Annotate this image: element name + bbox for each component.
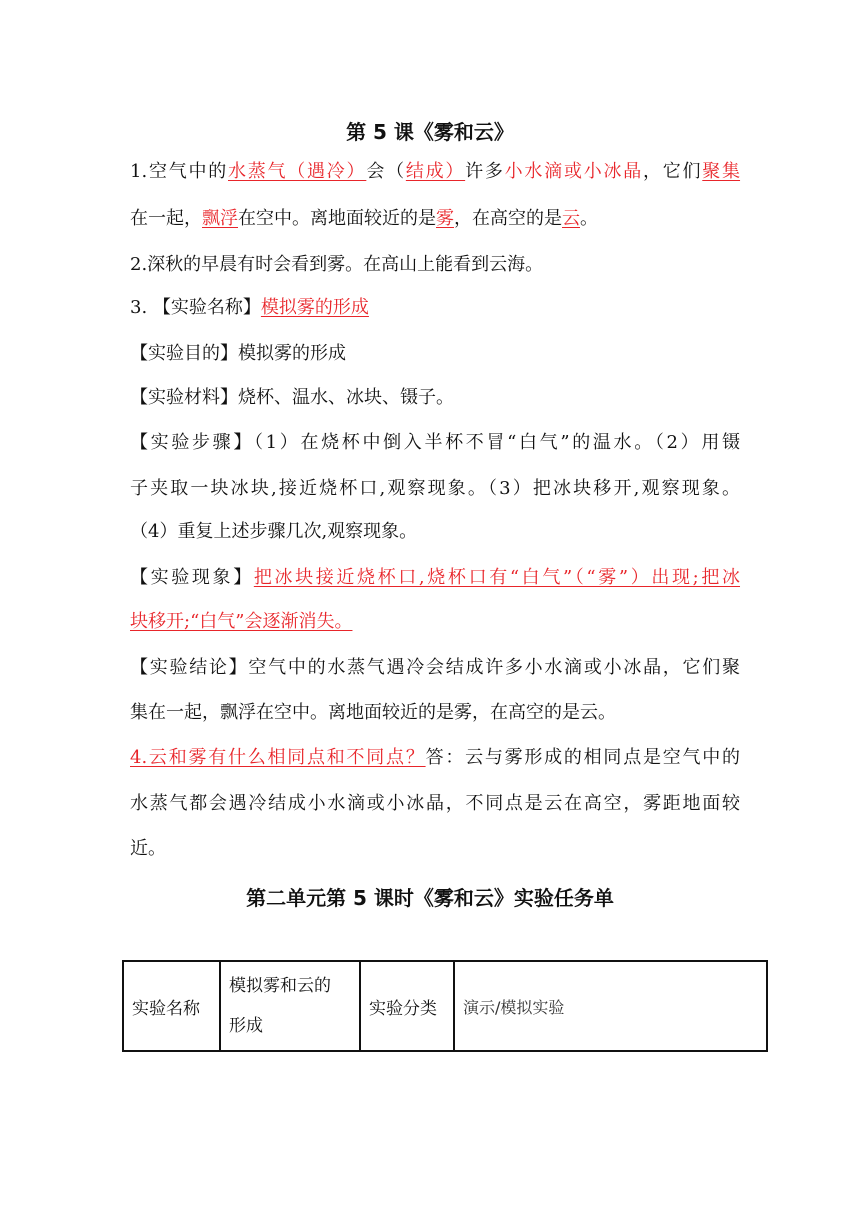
materials-value: 烧杯、温水、冰块、镊子。 (238, 387, 454, 408)
steps-text: （1）在烧杯中倒入半杯不冒“白气”的温水。（2）用镊 (254, 432, 741, 453)
steps-line-1 (130, 431, 740, 455)
q1-text: 许多 (465, 161, 505, 182)
purpose-line (130, 342, 740, 366)
q2-line: 2.深秋的早晨有时会看到雾。在高山上能看到云海。 (130, 254, 544, 275)
q1-number: 1. (130, 161, 148, 182)
q4-answer: 答：云与雾形成的相同点是空气中的 (425, 747, 740, 768)
q3-name-line (130, 296, 740, 320)
q1-text: 会（ (366, 161, 406, 182)
q1-text: 在一起， (130, 208, 202, 229)
q1-line-1 (130, 160, 740, 184)
q1-text: ，在高空的是 (454, 208, 562, 229)
lesson-title: 第 5 课《雾和云》 (346, 120, 514, 144)
conclusion-line-2: 集在一起，飘浮在空中。离地面较近的是雾，在高空的是云。 (130, 702, 616, 723)
experiment-type-header: 实验分类 (360, 961, 454, 1051)
q1-text: 空气中的 (147, 161, 228, 182)
purpose-value: 模拟雾的形成 (238, 343, 346, 364)
q1-text: 。 (580, 208, 598, 229)
phenomenon-label: 【实验现象】 (130, 567, 254, 588)
steps-line-2: 子夹取一块冰块,接近烧杯口,观察现象。（3）把冰块移开,观察现象。 (130, 478, 740, 499)
q1-answer-vapor: 水蒸气（遇冷） (228, 161, 367, 182)
experiment-task-table (122, 960, 768, 1052)
phenomenon-line-2 (130, 610, 740, 634)
experiment-type-cell: 演示/模拟实验 (454, 961, 767, 1051)
steps-label: 【实验步骤】 (130, 432, 255, 453)
worksheet-title: 第二单元第 5 课时《雾和云》实验任务单 (246, 886, 614, 910)
conclusion-line-1 (130, 656, 740, 680)
q4-question: 4.云和雾有什么相同点和不同点？ (130, 747, 426, 768)
phenomenon-line-1 (130, 566, 740, 590)
materials-label: 【实验材料】 (130, 387, 238, 408)
q1-answer-float: 飘浮 (202, 208, 238, 229)
q3-number: 3. (130, 297, 148, 318)
q1-answer-form: 结成） (405, 161, 466, 182)
experiment-name-header: 实验名称 (123, 961, 220, 1051)
q1-answer-gather: 聚集 (702, 161, 741, 182)
q1-text: 在空中。离地面较近的是 (238, 208, 436, 229)
conclusion-label: 【实验结论】 (130, 657, 249, 678)
q1-answer-fog: 雾 (436, 208, 454, 229)
table-row (123, 961, 767, 1051)
experiment-name-line-1: 模拟雾和云的 (229, 976, 331, 996)
experiment-name-value: 模拟雾的形成 (260, 297, 369, 318)
q1-answer-droplets: 小水滴或小冰晶 (504, 161, 643, 182)
q4-line-2: 水蒸气都会遇冷结成小水滴或小冰晶，不同点是云在高空，雾距地面较 (130, 793, 740, 814)
q1-answer-cloud: 云 (562, 208, 580, 229)
q1-text: ，它们 (643, 161, 703, 182)
q4-line-3: 近。 (130, 838, 166, 859)
q4-line-1 (130, 746, 740, 770)
experiment-name-label: 【实验名称】 (152, 297, 261, 318)
phenomenon-answer: 把冰块接近烧杯口,烧杯口有“白气”（“雾”）出现;把冰 (253, 567, 741, 588)
materials-line (130, 386, 740, 410)
purpose-label: 【实验目的】 (130, 343, 238, 364)
steps-line-3: （4）重复上述步骤几次,观察现象。 (130, 521, 418, 542)
experiment-name-line-2: 形成 (229, 1016, 263, 1036)
conclusion-text: 空气中的水蒸气遇冷会结成许多小水滴或小冰晶，它们聚 (248, 657, 741, 678)
experiment-name-cell (220, 961, 360, 1051)
phenomenon-answer: 块移开;“白气”会逐渐消失。 (130, 611, 353, 632)
q1-line-2 (130, 207, 740, 231)
